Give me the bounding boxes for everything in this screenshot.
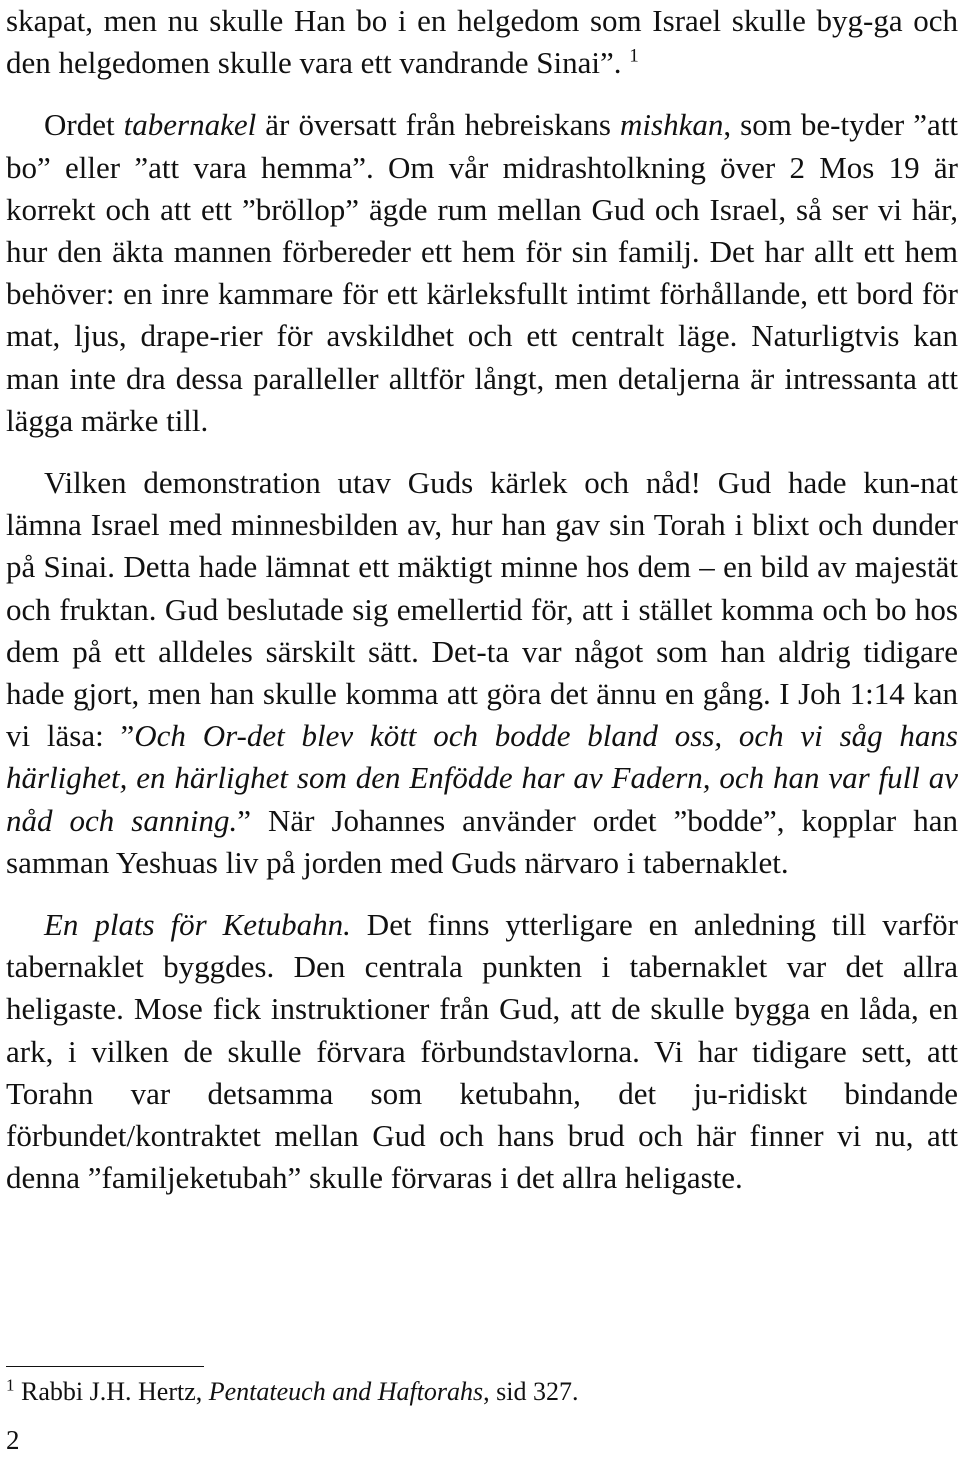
- footnote-number: 1: [6, 1375, 15, 1395]
- text-run: En plats för Ketubahn.: [44, 907, 351, 943]
- text-run: ” När Johannes använder ordet ”bodde”, kopplar han samman Yeshuas liv på jorden med Guds närvaro i tabernaklet.: [6, 802, 959, 880]
- text-run: Det finns ytterligare en anledning till varför tabernaklet byggdes. Den centrala punkten i tabernaklet var det allra heligaste. Mose fick instruktioner från Gud, att de skulle bygga en låda, en ark, i vilken de skulle förvara förbundstavlorna. Vi har tidigare sett, att Torahn var detsamma som ketubahn, det ju-ridiskt bindande förbundet/kontraktet mellan Gud och hans brud och här finner vi nu, att denna ”familjeketubah” skulle förvaras i det allra heligaste.: [6, 907, 959, 1196]
- paragraph-1: [6, 104, 958, 442]
- paragraph-2: [6, 462, 958, 884]
- text-run: , som be-tyder ”att bo” eller ”att vara hemma”. Om vår midrashtolkning över 2 Mos 19 är korrekt och att ett ”bröllop” ägde rum mellan Gud och Israel, så ser vi här, hur den äkta mannen förbereder ett hem för sin familj. Det har allt ett hem behöver: en inre kammare för ett kärleksfullt intimt förhållande, ett bord för mat, ljus, drape-rier för avskildhet och ett centralt läge. Naturligtvis kan man inte dra dessa paralleller alltför långt, men detaljerna är intressanta att lägga märke till.: [6, 107, 959, 438]
- footnote-ref: 1: [629, 45, 639, 67]
- page-body: [6, 0, 958, 1199]
- paragraph-0: [6, 0, 958, 84]
- footnote-rest: , sid 327.: [483, 1377, 579, 1406]
- footnote-title: Pentateuch and Haftorahs: [208, 1377, 484, 1406]
- text-run: Och Or-det blev kött och bodde bland oss, och vi såg hans härlighet, en härlighet som den Enfödde har av Fadern, och han var full av nåd och sanning.: [6, 718, 958, 838]
- text-run: tabernakel: [123, 107, 257, 143]
- text-run: skapat, men nu skulle Han bo i en helgedom som Israel skulle byg-ga och den helgedomen skulle vara ett vandrande Sinai”.: [6, 3, 958, 81]
- text-run: är översatt från hebreiskans: [256, 107, 621, 143]
- footnote-separator: [6, 1366, 204, 1367]
- text-run: Vilken demonstration utav Guds kärlek och nåd! Gud hade kun-nat lämna Israel med minnesbilden av, hur han gav sin Torah i blixt och dunder på Sinai. Detta hade lämnat ett mäktigt minne hos dem – en bild av majestät och fruktan. Gud beslutade sig emellertid för, att i stället komma och bo hos dem på ett alldeles särskilt sätt. Det-ta var något som han aldrig tidigare hade gjort, men han skulle komma att göra det ännu en gång. I Joh 1:14 kan vi läsa: ”: [6, 465, 958, 754]
- text-run: Ordet: [44, 107, 124, 143]
- footnote-author: Rabbi J.H. Hertz,: [21, 1377, 209, 1406]
- page-number: 2: [6, 1425, 20, 1455]
- text-run: mishkan: [620, 107, 724, 143]
- paragraph-3: [6, 904, 958, 1199]
- footnote: [6, 1375, 579, 1409]
